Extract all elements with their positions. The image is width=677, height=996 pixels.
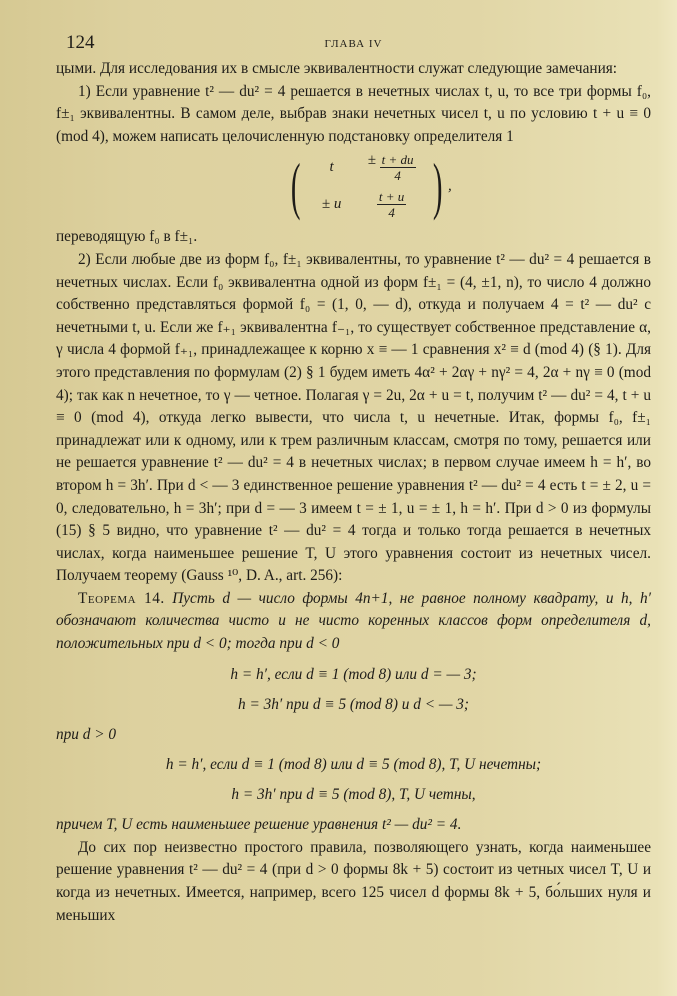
theorem-label: Теорема 14.: [78, 589, 165, 607]
right-paren: ): [432, 150, 443, 222]
case-positive: при d > 0: [56, 725, 117, 743]
denominator: 4: [394, 168, 401, 184]
running-head: ГЛАВА IV: [324, 38, 383, 50]
substitution-matrix: [86, 150, 651, 222]
fraction: [380, 152, 416, 183]
numerator: t + du: [381, 152, 414, 168]
plus-minus-sign: ±: [367, 152, 376, 169]
page-header: [56, 28, 651, 58]
theorem-tail: причем T, U есть наименьшее решение уравнения t² — du² = 4.: [56, 816, 462, 834]
matrix-a21: ± u: [321, 196, 342, 213]
paragraph-remark-1: 1) Если уравнение t² — du² = 4 решается в нечетных числах t, u, то все три формы f₀, f±₁ эквивалентны. В самом деле, выбрав знаки нечетных чисел t, u по условию t + u ≡ 0 (mod 4), можем написать целочисленную подстановку определителя 1: [56, 82, 651, 145]
equation-4: h = 3h′ при d ≡ 5 (mod 8), T, U четны,: [231, 786, 476, 804]
left-paren: (: [291, 150, 301, 222]
denominator: 4: [388, 205, 395, 221]
page-number: 124: [66, 32, 95, 53]
matrix-comma: ,: [447, 177, 452, 194]
matrix-a12: [357, 152, 427, 183]
equation-1: h = h′, если d ≡ 1 (mod 8) или d = — 3;: [230, 665, 477, 683]
paragraph-remark-2: 2) Если любые две из форм f₀, f±₁ эквивалентны, то уравнение t² — du² = 4 решается в нечетных числах. Если f₀ эквивалентна одной из форм f±₁ = (4, ±1, n), то число 4 должно собственно представляться формой f₀ = (1, 0, — d), откуда и получаем 4 = t² — du² с нечетными t, u. Если же f₊₁ эквивалентна f₋₁, то существует собственное представление α, γ числа 4 формой f₊₁, принадлежащее к корню x ≡ — 1 сравнения x² ≡ d (mod 4) (§ 1). Для этого представления по формулам (2) § 1 будем иметь 4α² + 2αγ + nγ² = 4, 2α + nγ ≡ 0 (mod 4); так как n нечетное, то γ — четное. Полагая γ = 2u, 2α + u = t, получим t² — du² = 4, t + u ≡ 0 (mod 4), откуда легко вывести, что числа t, u нечетные. Итак, формы f₀, f±₁ принадлежат или к одному, или к трем различным классам, смотря по тому, решается или не решается уравнение t² — du² = 4 в нечетных числах; в первом случае имеем h = h′, во втором h = 3h′. При d < — 3 единственное решение уравнения t² — du² = 4 есть t = ± 2, u = 0, следовательно, h = 3h′; при d = — 3 имеем t = ± 1, u = ± 1, h = h′. При d > 0 из формулы (15) § 5 видно, что уравнение t² — du² = 4 тогда и только тогда решается в нечетных числах, когда наименьшее решение T, U этого уравнения состоит из нечетных чисел. Получаем теорему (Gauss ¹⁰, D. A., art. 256):: [56, 250, 651, 585]
numerator: t + u: [378, 189, 405, 205]
paragraph-intro: цыми. Для исследования их в смысле эквивалентности служат следующие замечания:: [56, 60, 618, 77]
paragraph-transform: переводящую f₀ в f±₁.: [56, 228, 198, 246]
fraction: [377, 189, 406, 220]
matrix-a22: [357, 189, 427, 220]
theorem-14: [56, 588, 651, 656]
book-page: [56, 28, 651, 927]
equation-2: h = 3h′ при d ≡ 5 (mod 8) и d < — 3;: [237, 695, 470, 713]
theorem-text: Пусть d — число формы 4n+1, не равное полному квадрату, и h, h′ обозначают количества чисто и не чисто коренных классов форм определителя d, положительных при d < 0; тогда при d < 0: [56, 589, 651, 653]
paragraph-final: До сих пор неизвестно простого правила, позволяющего узнать, когда наименьшее решение уравнения t² — du² = 4 (при d > 0 формы 8k + 5) состоит из четных чисел T, U и когда из нечетных. Имеется, например, всего 125 чисел d формы 8k + 5, бо́льших нуля и меньших: [56, 838, 651, 924]
equation-3: h = h′, если d ≡ 1 (mod 8) или d ≡ 5 (mod 8), T, U нечетны;: [165, 756, 542, 774]
matrix-a11: t: [329, 159, 334, 176]
